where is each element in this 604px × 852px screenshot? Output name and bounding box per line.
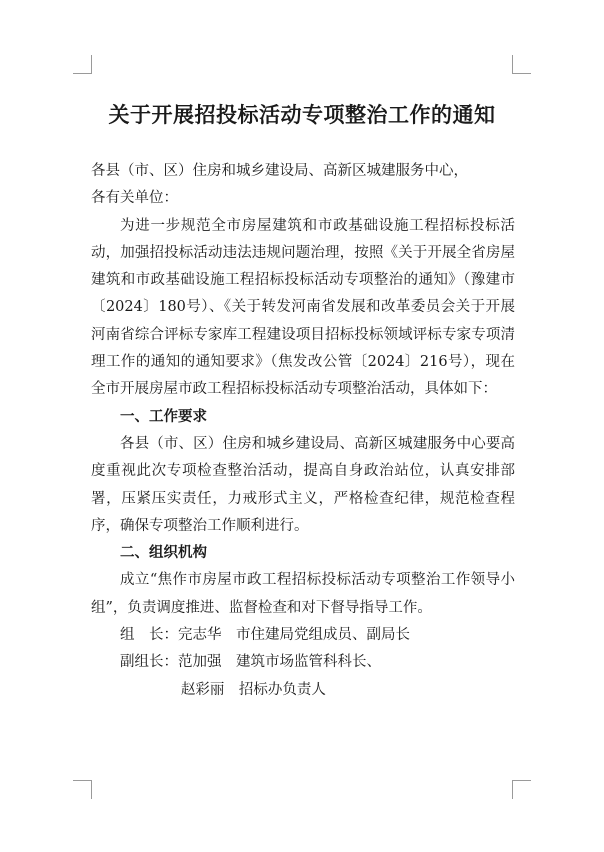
crop-mark-bottom-right	[512, 780, 531, 799]
member-deputy-role: 副组长：	[120, 654, 178, 671]
crop-mark-top-left	[73, 55, 92, 74]
crop-mark-top-right	[512, 55, 531, 74]
member-deputy	[91, 649, 515, 676]
member-leader	[91, 622, 515, 649]
recipients-line-1: 各县（市、区）住房和城乡建设局、高新区城建服务中心，	[91, 163, 468, 179]
document-body	[91, 158, 515, 704]
intro-paragraph: 为进一步规范全市房屋建筑和市政基础设施工程招标投标活动，加强招投标活动违法违规问题治理，按照《关于开展全省房屋建筑和市政基础设施工程招标投标活动专项整治的通知》（豫建市〔2024〕180号）、《关于转发河南省发展和改革委员会关于开展河南省综合评标专家库工程建设项目招标投标领域评标专家专项清理工作的通知的通知要求》（焦发改公管〔2024〕216号），现在全市开展房屋市政工程招标投标活动专项整治活动，具体如下：	[91, 217, 515, 398]
section-2-paragraph: 成立“焦作市房屋市政工程招标投标活动专项整治工作领导小组”，负责调度推进、监督检查和对下督导指导工作。	[91, 572, 515, 616]
document-title: 关于开展招投标活动专项整治工作的通知	[108, 103, 496, 127]
member-deputy-2	[91, 677, 515, 704]
crop-mark-bottom-left	[73, 780, 92, 799]
section-1-heading: 一、工作要求	[120, 408, 207, 425]
member-leader-text: 完志华 市住建局党组成员、副局长	[178, 627, 410, 644]
recipients-line-2: 各有关单位：	[91, 190, 178, 207]
section-1-paragraph: 各县（市、区）住房和城乡建设局、高新区城建服务中心要高度重视此次专项检查整治活动，提高自身政治站位，认真安排部署，压紧压实责任，力戒形式主义，严格检查纪律，规范检查程序，确保专项整治工作顺利进行。	[91, 435, 515, 534]
member-leader-role: 组 长：	[120, 627, 178, 644]
section-2-heading: 二、组织机构	[120, 545, 207, 562]
member-deputy-text: 范加强 建筑市场监管科科长、	[178, 654, 381, 671]
member-deputy-2-text: 赵彩丽 招标办负责人	[180, 681, 326, 698]
